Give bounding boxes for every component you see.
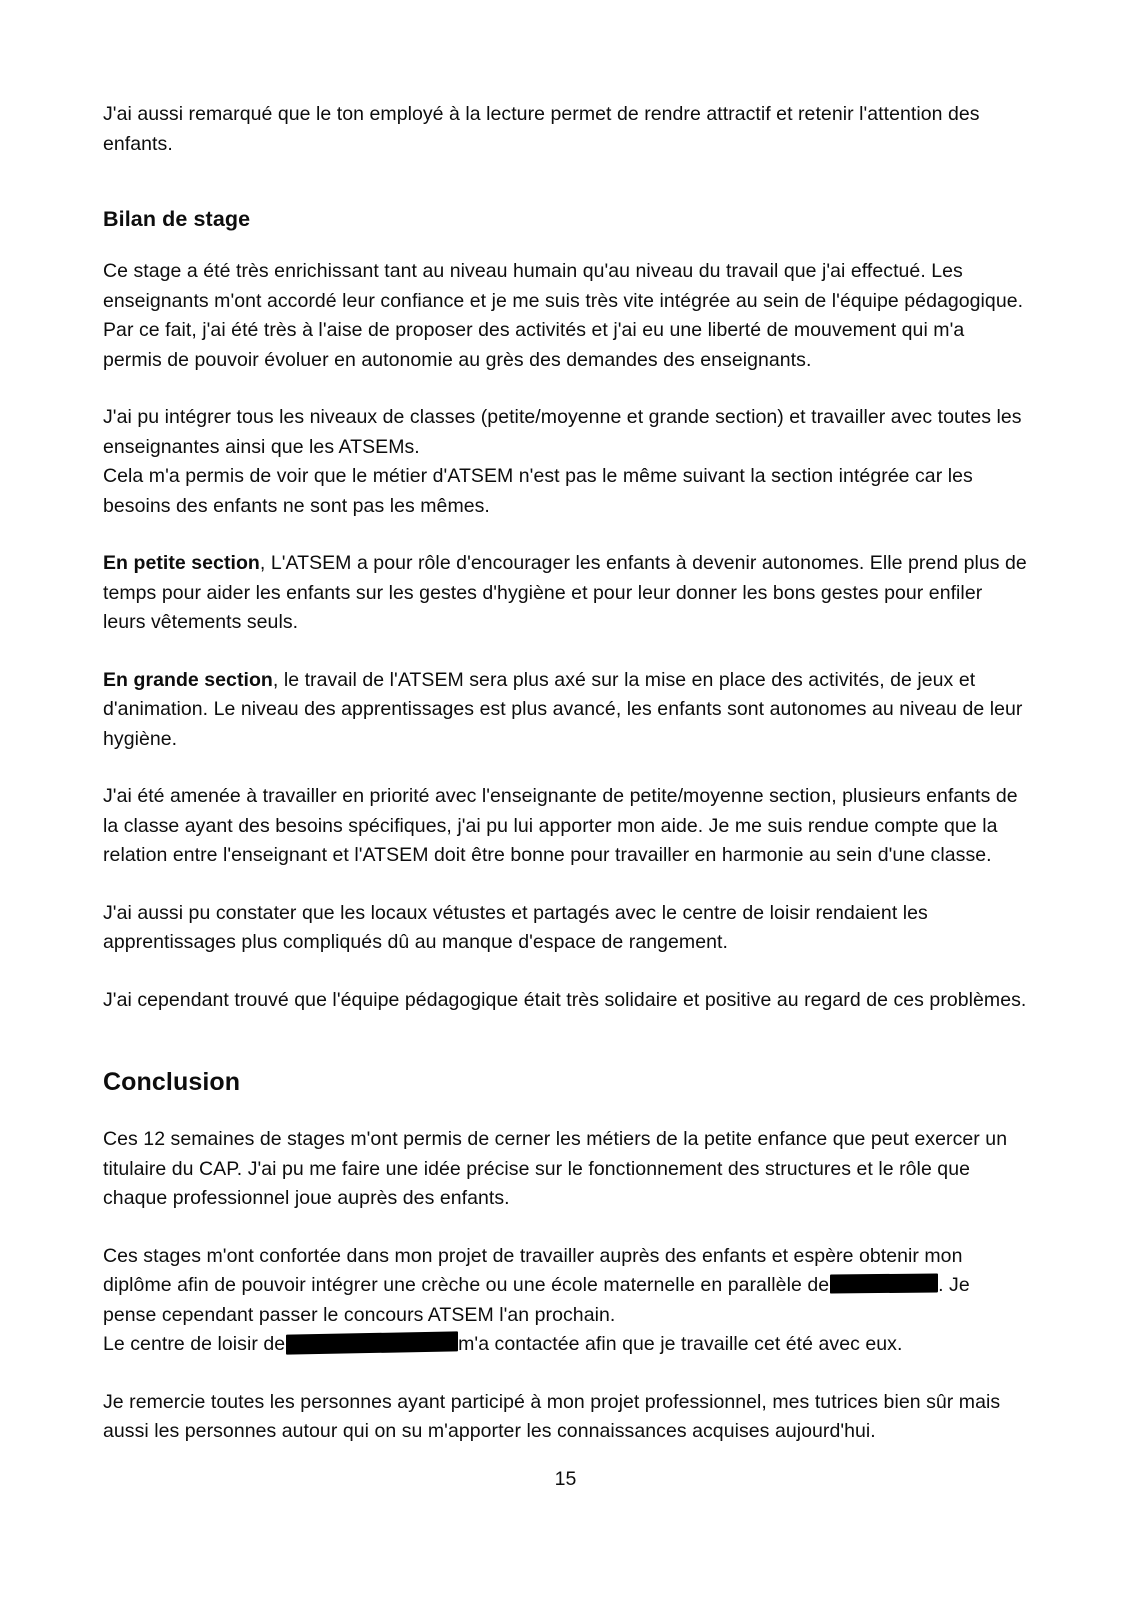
paragraph-grande-section (103, 666, 1028, 755)
paragraph-bilan-1: Ce stage a été très enrichissant tant au niveau humain qu'au niveau du travail que j'ai effectué. Les enseignants m'ont accordé leur confiance et je me suis très vite intégrée au sein de l'équipe pédagogique. (103, 260, 1024, 312)
heading-bilan-de-stage: Bilan de stage (103, 207, 251, 231)
petite-section-lead: En petite section (103, 552, 260, 574)
paragraph-bilan-7: J'ai cependant trouvé que l'équipe pédagogique était très solidaire et positive au regard de ces problèmes. (103, 988, 1027, 1011)
paragraph-bilan-3: J'ai pu intégrer tous les niveaux de classes (petite/moyenne et grande section) et travailler avec toutes les enseignantes ainsi que les ATSEMs. (103, 406, 1022, 458)
conclusion-2-text-after: . Je pense cependant passer le concours ATSEM l'an prochain. (103, 1274, 970, 1326)
heading-conclusion: Conclusion (103, 1068, 241, 1096)
grande-section-rest: , le travail de l'ATSEM sera plus axé sur la mise en place des activités, de jeux et d'animation. Le niveau des apprentissages est plus avancé, les enfants sont autonomes au niveau de leur hygiène. (103, 668, 1023, 750)
paragraph-bilan-2: Par ce fait, j'ai été très à l'aise de proposer des activités et j'ai eu une liberté de mouvement qui m'a permis de pouvoir évoluer en autonomie au grès des demandes des enseignants. (103, 319, 965, 371)
paragraph-bilan-4: Cela m'a permis de voir que le métier d'ATSEM n'est pas le même suivant la section intégrée car les besoins des enfants ne sont pas les mêmes. (103, 465, 973, 517)
paragraph-conclusion-4: Je remercie toutes les personnes ayant participé à mon projet professionnel, mes tutrices bien sûr mais aussi les personnes autour qui on su m'apporter les connaissances acquises aujourd'hui. (103, 1390, 1001, 1442)
grande-section-lead: En grande section (103, 668, 273, 691)
paragraph-bilan-5: J'ai été amenée à travailler en priorité avec l'enseignante de petite/moyenne section, plusieurs enfants de la classe ayant des besoins spécifiques, j'ai pu lui apporter mon aide. Je me suis rendue compte que la relation entre l'enseignant et l'ATSEM doit être bonne pour travailler en harmonie au sein d'une classe. (103, 785, 1018, 866)
conclusion-3-text-after: m'a contactée afin que je travaille cet été avec eux. (458, 1333, 903, 1355)
paragraph-intro: J'ai aussi remarqué que le ton employé à la lecture permet de rendre attractif et retenir l'attention des enfants. (103, 103, 980, 155)
paragraph-conclusion-2 (103, 1242, 1028, 1331)
conclusion-2-text-before: Ces stages m'ont confortée dans mon projet de travailler auprès des enfants et espère obtenir mon diplôme afin de pouvoir intégrer une crèche ou une école maternelle en parallèle de (103, 1244, 963, 1296)
petite-section-rest: , L'ATSEM a pour rôle d'encourager les enfants à devenir autonomes. Elle prend plus de temps pour aider les enfants sur les gestes d'hygiène et pour leur donner les bons gestes pour enfiler leurs vêtements seuls. (103, 552, 1027, 633)
paragraph-bilan-6: J'ai aussi pu constater que les locaux vétustes et partagés avec le centre de loisir rendaient les apprentissages plus compliqués dû au manque d'espace de rangement. (103, 901, 928, 953)
paragraph-petite-section (103, 549, 1028, 638)
page-number: 15 (554, 1468, 577, 1490)
redaction-bar-2 (286, 1331, 458, 1354)
paragraph-conclusion-1: Ces 12 semaines de stages m'ont permis de cerner les métiers de la petite enfance que peut exercer un titulaire du CAP. J'ai pu me faire une idée précise sur le fonctionnement des structures et le rôle que chaque professionnel joue auprès des enfants. (103, 1128, 1008, 1209)
paragraph-conclusion-3 (103, 1330, 1028, 1360)
conclusion-3-text-before: Le centre de loisir de (103, 1333, 286, 1355)
redaction-bar-1 (830, 1274, 938, 1294)
